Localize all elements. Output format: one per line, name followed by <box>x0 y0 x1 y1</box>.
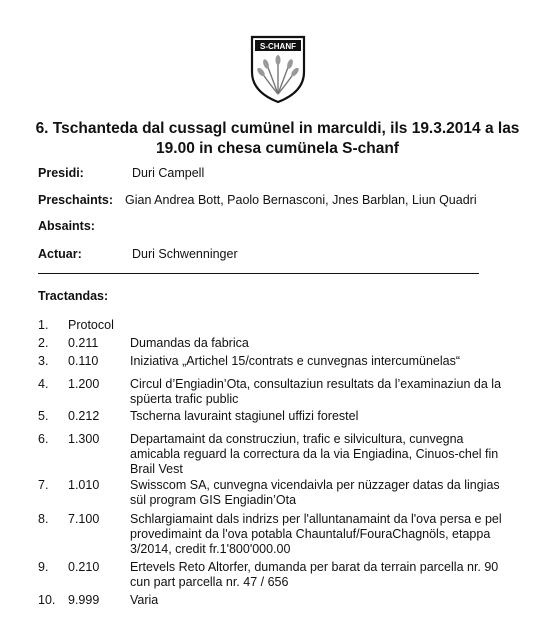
meta-value: Duri Schwenninger <box>132 247 238 261</box>
item-number: 10. <box>38 593 56 607</box>
item-number: 2. <box>38 336 49 350</box>
meta-value: Duri Campell <box>132 166 205 180</box>
item-code: 7.100 <box>68 512 100 526</box>
item-code: 1.010 <box>68 478 100 492</box>
meta-label: Absaints: <box>38 219 95 233</box>
item-text: Ertevels Reto Altorfer, dumanda per barat da terrain parcella nr. 90 cun part parcella nr. 47 / 656 <box>130 560 499 589</box>
meta-value: Gian Andrea Bott, Paolo Bernasconi, Jnes Barblan, Liun Quadri <box>125 193 477 207</box>
item-number: 7. <box>38 478 49 492</box>
svg-text:S-CHANF: S-CHANF <box>260 42 296 51</box>
item-number: 4. <box>38 377 49 391</box>
item-code: 9.999 <box>68 593 100 607</box>
item-code: 0.211 <box>68 336 99 350</box>
item-text: Circul d’Engiadin’Ota, consultaziun resultats da l’examinaziun da la spüerta trafic public <box>130 377 502 406</box>
tractandas-heading: Tractandas: <box>38 289 109 303</box>
meta-label: Presidi: <box>38 166 84 180</box>
item-number: 9. <box>38 560 49 574</box>
item-text: Iniziativa „Artichel 15/contrats e cunvegnas intercumünelas“ <box>130 354 461 368</box>
item-text: Swisscom SA, cunvegna vicendaivla per nüzzager datas da lingias sül program GIS Engiadin’Ota <box>130 478 500 507</box>
divider <box>38 273 479 274</box>
item-text: Dumandas da fabrica <box>130 336 249 350</box>
item-text: Varia <box>130 593 159 607</box>
item-code: 0.212 <box>68 409 100 423</box>
item-number: 1. <box>38 318 49 332</box>
item-code: 1.300 <box>68 432 100 446</box>
item-code: 0.210 <box>68 560 100 574</box>
item-number: 5. <box>38 409 49 423</box>
item-code: 0.110 <box>68 354 99 368</box>
item-number: 8. <box>38 512 49 526</box>
item-code: 1.200 <box>68 377 100 391</box>
municipal-crest-logo <box>248 34 308 104</box>
page-title: 6. Tschanteda dal cussagl cumünel in marculdi, ils 19.3.2014 a las 19.00 in chesa cumünela S-chanf <box>35 120 520 157</box>
item-code: Protocol <box>68 318 114 332</box>
item-text: Schlargiamaint dals indrizs per l'alluntanamaint da l'ova persa e pel provedimaint da l'ova potabla Chauntaluf/FouraChagnöls, etappa 3/2014, credit fr.1'800'000.00 <box>130 512 502 556</box>
item-number: 6. <box>38 432 49 446</box>
meta-label: Actuar: <box>38 247 82 261</box>
item-number: 3. <box>38 354 49 368</box>
item-text: Departamaint da construcziun, trafic e silvicultura, cunvegna amicabla reguard la correctura da la via Engiadina, Cinuos-chel fin Brail Vest <box>130 432 499 476</box>
meta-label: Preschaints: <box>38 193 114 207</box>
item-text: Tscherna lavuraint stagiunel uffizi forestel <box>130 409 359 423</box>
